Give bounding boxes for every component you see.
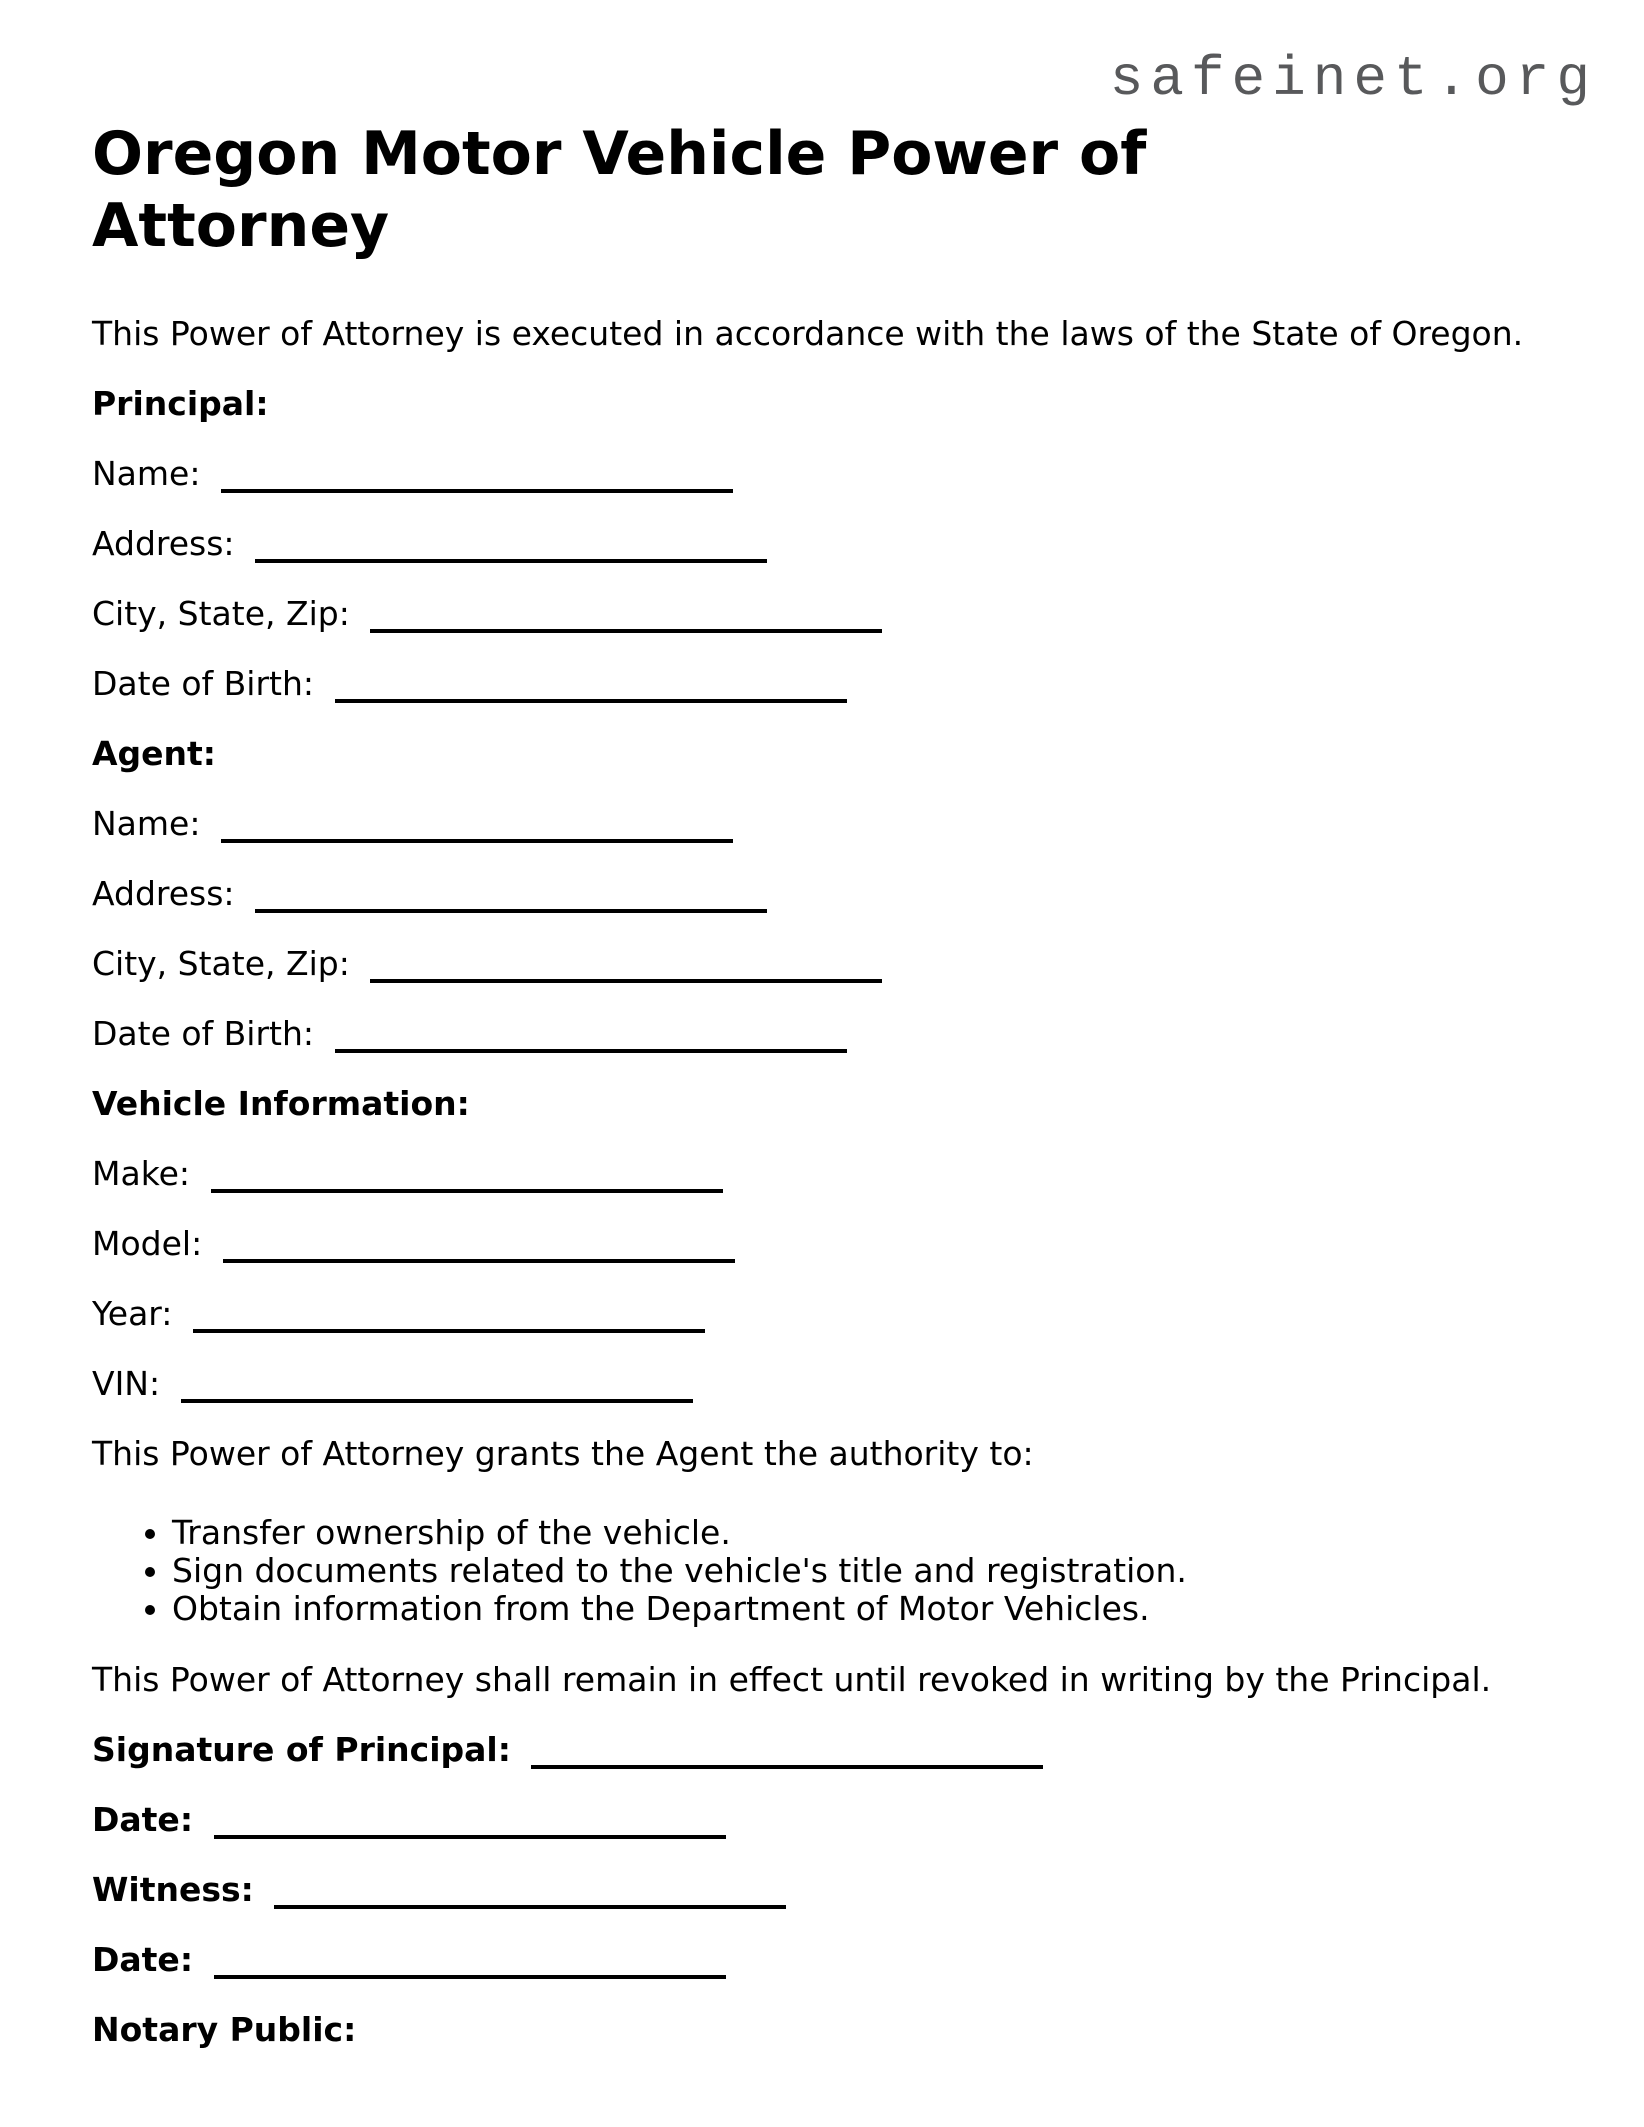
vehicle-vin-field (92, 1364, 1597, 1404)
duration-paragraph: This Power of Attorney shall remain in effect until revoked in writing by the Principal. (92, 1660, 1492, 1699)
authority-item-sign-documents: • Sign documents related to the vehicle's title and registration. (172, 1552, 1597, 1590)
agent-city-state-zip-field (92, 944, 1597, 984)
principal-name-blank-line (221, 489, 733, 493)
vehicle-make-field (92, 1154, 1597, 1194)
agent-name-field (92, 804, 1597, 844)
agent-city-state-zip-label: City, State, Zip: (92, 944, 350, 983)
signature-date-field (92, 1800, 1597, 1840)
signature-of-principal-field (92, 1730, 1597, 1770)
witness-date-field (92, 1940, 1597, 1980)
principal-date-of-birth-field (92, 664, 1597, 704)
notary-public-heading: Notary Public: (92, 2010, 357, 2049)
agent-date-of-birth-label: Date of Birth: (92, 1014, 315, 1053)
vehicle-vin-blank-line (181, 1399, 693, 1403)
signature-of-principal-blank-line (531, 1765, 1043, 1769)
principal-address-blank-line (255, 559, 767, 563)
principal-city-state-zip-field (92, 594, 1597, 634)
agent-address-blank-line (255, 909, 767, 913)
section-heading-principal: Principal: (92, 384, 269, 423)
authority-intro: This Power of Attorney grants the Agent the authority to: (92, 1434, 1034, 1473)
vehicle-model-blank-line (223, 1259, 735, 1263)
intro-paragraph: This Power of Attorney is executed in accordance with the laws of the State of Oregon. (92, 314, 1524, 353)
vehicle-make-label: Make: (92, 1154, 191, 1193)
vehicle-model-label: Model: (92, 1224, 203, 1263)
vehicle-year-blank-line (193, 1329, 705, 1333)
authority-item-obtain-information: • Obtain information from the Department of Motor Vehicles. (172, 1590, 1597, 1628)
agent-name-blank-line (221, 839, 733, 843)
site-watermark: safeinet.org (1109, 47, 1597, 111)
witness-date-blank-line (214, 1975, 726, 1979)
section-heading-agent: Agent: (92, 734, 217, 773)
agent-city-state-zip-blank-line (370, 979, 882, 983)
witness-field (92, 1870, 1597, 1910)
witness-label: Witness: (92, 1870, 254, 1909)
vehicle-model-field (92, 1224, 1597, 1264)
principal-address-label: Address: (92, 524, 235, 563)
witness-date-label: Date: (92, 1940, 194, 1979)
vehicle-vin-label: VIN: (92, 1364, 161, 1403)
principal-name-label: Name: (92, 454, 201, 493)
vehicle-year-label: Year: (92, 1294, 173, 1333)
signature-date-label: Date: (92, 1800, 194, 1839)
principal-city-state-zip-label: City, State, Zip: (92, 594, 350, 633)
principal-date-of-birth-label: Date of Birth: (92, 664, 315, 703)
signature-date-blank-line (214, 1835, 726, 1839)
authority-item-transfer-ownership: • Transfer ownership of the vehicle. (172, 1514, 1597, 1552)
agent-name-label: Name: (92, 804, 201, 843)
principal-name-field (92, 454, 1597, 494)
principal-city-state-zip-blank-line (370, 629, 882, 633)
principal-address-field (92, 524, 1597, 564)
authority-list (92, 1514, 1597, 1628)
signature-of-principal-label: Signature of Principal: (92, 1730, 511, 1769)
principal-date-of-birth-blank-line (335, 699, 847, 703)
agent-address-label: Address: (92, 874, 235, 913)
section-heading-vehicle-information: Vehicle Information: (92, 1084, 470, 1123)
document-title: Oregon Motor Vehicle Power of Attorney (92, 119, 1147, 261)
agent-date-of-birth-blank-line (335, 1049, 847, 1053)
agent-address-field (92, 874, 1597, 914)
witness-blank-line (274, 1905, 786, 1909)
vehicle-make-blank-line (211, 1189, 723, 1193)
vehicle-year-field (92, 1294, 1597, 1334)
agent-date-of-birth-field (92, 1014, 1597, 1054)
